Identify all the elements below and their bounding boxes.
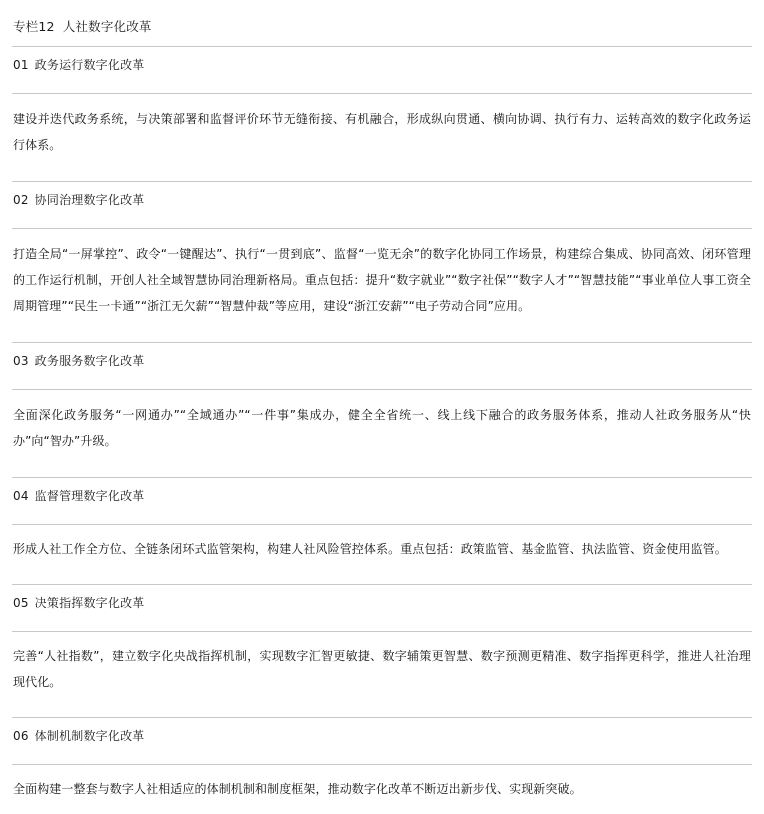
section-number-01: 01: [13, 58, 29, 72]
section-text-03: 全面深化政务服务“一网通办”“全域通办”“一件事”集成办，健全全省统一、线上线下融合的政务服务体系，推动人社政务服务从“快办”向“智办”升级。: [13, 408, 751, 448]
section-heading-01: [12, 47, 752, 83]
section-title-01: 政务运行数字化改革: [34, 58, 145, 72]
section-heading-03: [12, 343, 752, 379]
section-number-06: 06: [13, 729, 29, 743]
section-01: [12, 47, 752, 182]
section-04: [12, 478, 752, 585]
section-title-02: 协同治理数字化改革: [34, 193, 145, 207]
section-title-06: 体制机制数字化改革: [34, 729, 145, 743]
title-number: 专栏12: [13, 19, 55, 34]
section-05: [12, 585, 752, 718]
section-heading-04: [12, 478, 752, 514]
section-number-03: 03: [13, 354, 29, 368]
section-text-05: 完善“人社指数”，建立数字化央战指挥机制，实现数字汇智更敏捷、数字辅策更智慧、数字预测更精准、数字指挥更科学，推进人社治理现代化。: [13, 649, 751, 689]
document-title: [12, 18, 752, 36]
section-heading-06: [12, 718, 752, 754]
section-title-04: 监督管理数字化改革: [34, 489, 145, 503]
title-text: 人社数字化改革: [62, 19, 152, 34]
section-06: [12, 718, 752, 814]
section-text-02: 打造全局“一屏掌控”、政令“一键醒达”、执行“一贯到底”、监督“一览无余”的数字化协同工作场景，构建综合集成、协同高效、闭环管理的工作运行机制，开创人社全域智慧协同治理新格局。重点包括：提升“数字就业”“数字社保”“数字人才”“智慧技能”“事业单位人事工资全周期管理”“民生一卡通”“浙江无欠薪”“智慧仲裁”等应用，建设“浙江安薪”“电子劳动合同”应用。: [13, 247, 751, 313]
section-number-02: 02: [13, 193, 29, 207]
section-number-05: 05: [13, 596, 29, 610]
section-text-01: 建设并迭代政务系统，与决策部署和监督评价环节无缝衔接、有机融合，形成纵向贯通、横向协调、执行有力、运转高效的数字化政务运行体系。: [13, 112, 751, 152]
section-title-03: 政务服务数字化改革: [34, 354, 145, 368]
section-number-04: 04: [13, 489, 29, 503]
section-heading-05: [12, 585, 752, 621]
section-text-06: 全面构建一整套与数字人社相适应的体制机制和制度框架，推动数字化改革不断迈出新步伐、实现新突破。: [13, 782, 582, 796]
section-02: [12, 182, 752, 343]
section-03: [12, 343, 752, 478]
section-text-04: 形成人社工作全方位、全链条闭环式监管架构，构建人社风险管控体系。重点包括：政策监管、基金监管、执法监管、资金使用监管。: [13, 542, 727, 556]
section-heading-02: [12, 182, 752, 218]
section-title-05: 决策指挥数字化改革: [34, 596, 145, 610]
